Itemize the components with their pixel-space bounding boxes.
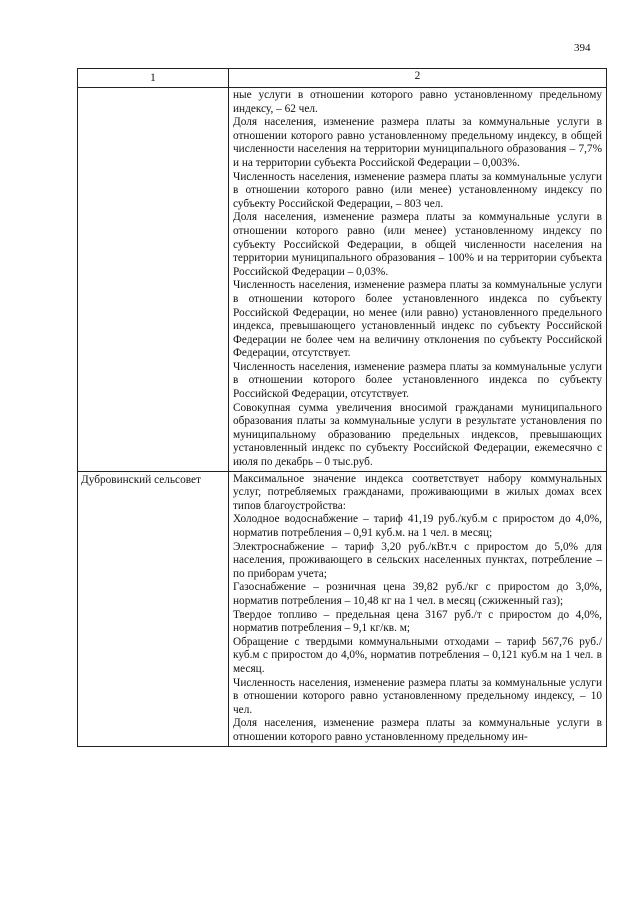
paragraph: Численность населения, изменение размера платы за коммунальные услуги в отношении которого равно (или менее) установленному индексу по субъекту Российской Федерации, – 803 чел. <box>233 170 602 210</box>
municipality-name-cell <box>78 88 229 472</box>
paragraph: Численность населения, изменение размера платы за коммунальные услуги в отношении которого равно установленному предельному индексу, – 10 чел. <box>233 676 602 716</box>
paragraph: Обращение с твердыми коммунальными отходами – тариф 567,76 руб./куб.м с приростом до 4,0%, норматив потребления – 0,121 куб.м на 1 чел. в месяц. <box>233 635 602 675</box>
paragraph: Совокупная сумма увеличения вносимой гражданами муниципального образования платы за коммунальные услуги в результате установления по муниципальному образованию предельных индексов, превышающих установленный индекс по субъекту Российской Федерации, ежемесячно с июля по декабрь – 0 тыс.руб. <box>233 401 602 469</box>
description-cell <box>229 88 607 472</box>
paragraph: Доля населения, изменение размера платы за коммунальные услуги в отношении которого равно (или менее) установленному индексу по субъекту Российской Федерации, в общей численности населения на территории муниципального образования – 100% и на территории субъекта Российской Федерации – 0,03%. <box>233 211 602 278</box>
paragraph: Доля населения, изменение размера платы за коммунальные услуги в отношении которого равно установленному предельному ин- <box>233 717 602 743</box>
paragraph: Холодное водоснабжение – тариф 41,19 руб./куб.м с приростом до 4,0%, норматив потребления – 0,91 куб.м. на 1 чел. в месяц; <box>233 513 602 539</box>
paragraph: Газоснабжение – розничная цена 39,82 руб./кг с приростом до 3,0%, норматив потребления – 10,48 кг на 1 чел. в месяц (сжиженный газ); <box>233 581 602 607</box>
paragraph: Максимальное значение индекса соответствует набору коммунальных услуг, потребляемых гражданами, проживающими в жилых домах всех типов благоустройства: <box>233 472 602 512</box>
paragraph: Численность населения, изменение размера платы за коммунальные услуги в отношении которого более установленного индекса по субъекту Российской Федерации, но менее (или равно) установленного предельного индекса, превышающего установленный индекс по субъекту Российской Федерации не более чем на величину отклонения по субъекту Российской Федерации, отсутствует. <box>233 279 602 360</box>
table-row <box>78 471 607 746</box>
document-table <box>77 68 607 747</box>
paragraph: Твердое топливо – предельная цена 3167 руб./т с приростом до 4,0%, норматив потребления – 9,1 кг/кв. м; <box>233 608 602 635</box>
paragraph: Численность населения, изменение размера платы за коммунальные услуги в отношении которого более установленного индекса по субъекту Российской Федерации, отсутствует. <box>233 360 602 401</box>
municipality-name-cell: Дубровинский сельсовет <box>78 471 229 746</box>
table-row <box>78 88 607 472</box>
paragraph: ные услуги в отношении которого равно установленному предельному индексу, – 62 чел. <box>233 89 602 115</box>
page-number: 394 <box>574 42 591 54</box>
table-header-row <box>78 69 607 88</box>
column-header-1: 1 <box>78 69 229 88</box>
paragraph: Электроснабжение – тариф 3,20 руб./кВт.ч с приростом до 5,0% для населения, проживающего в сельских населенных пунктах, потребление – по приборам учета; <box>233 540 602 580</box>
column-header-2: 2 <box>229 69 607 88</box>
description-cell <box>229 471 607 746</box>
paragraph: Доля населения, изменение размера платы за коммунальные услуги в отношении которого равно установленному предельному индексу, в общей численности населения на территории муниципального образования – 7,7% и на территории субъекта Российской Федерации – 0,003%. <box>233 116 602 169</box>
